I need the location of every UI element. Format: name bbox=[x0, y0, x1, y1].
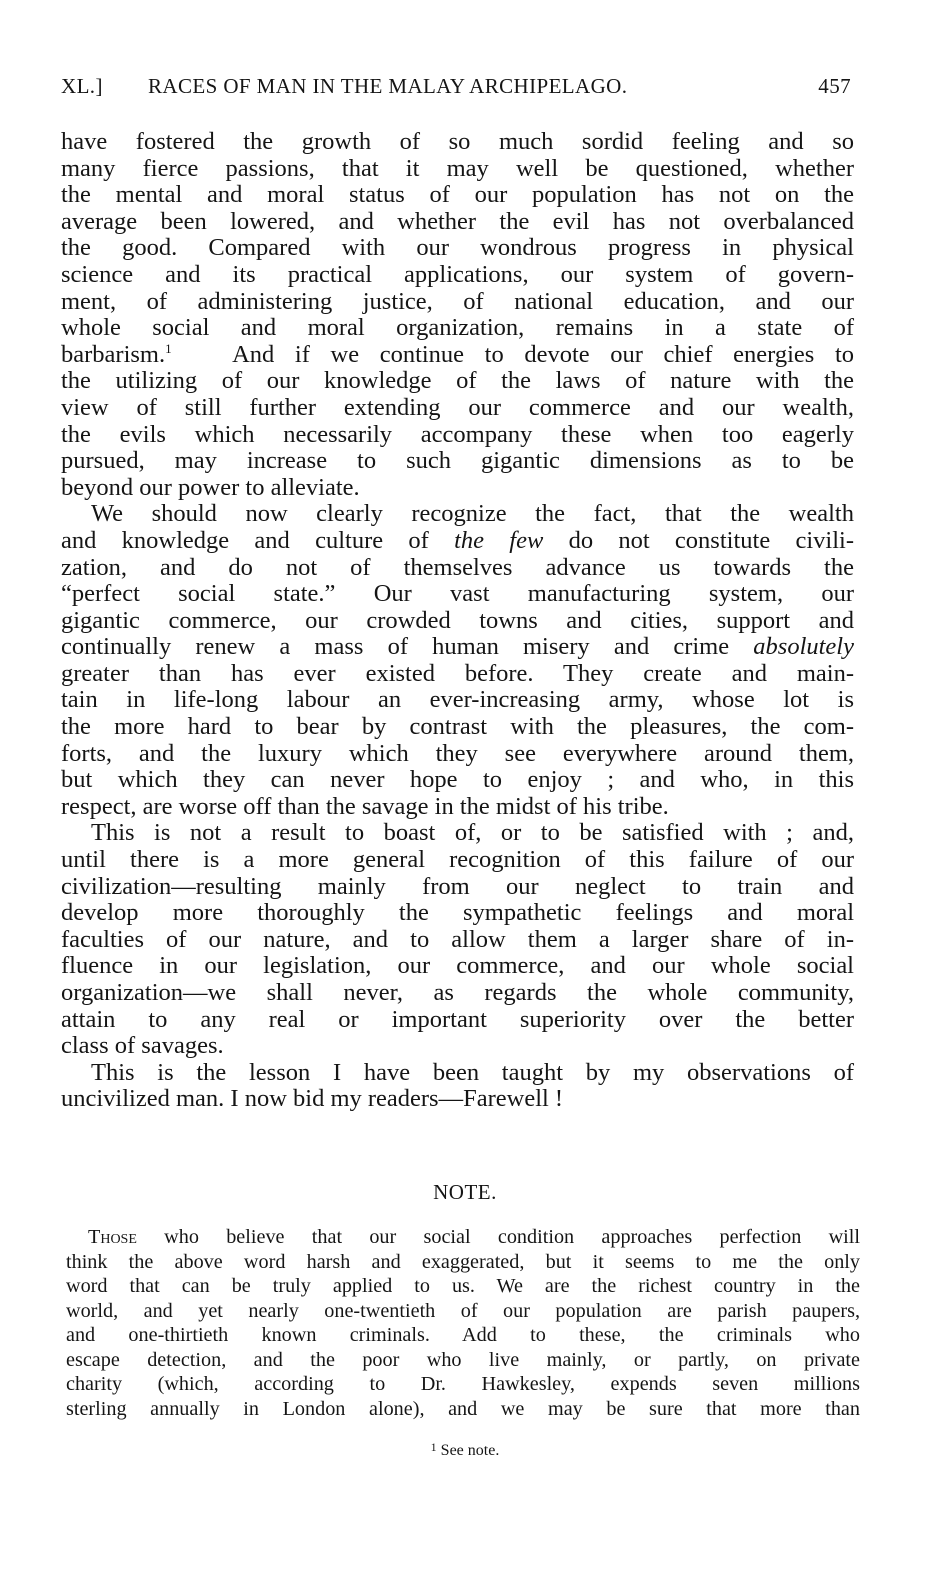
text-line: have fostered the growth of so much sordid feeling and so bbox=[61, 128, 854, 155]
chapter-number: XL.] bbox=[61, 74, 103, 98]
note-first-word: Those bbox=[88, 1226, 137, 1248]
text-line: beyond our power to alleviate. bbox=[61, 473, 360, 501]
text-line: class of savages. bbox=[61, 1032, 224, 1060]
footnote-text: See note. bbox=[436, 1442, 500, 1459]
text-line bbox=[66, 1225, 860, 1250]
text-line: the mental and moral status of our population has not on the bbox=[61, 181, 854, 209]
text-segment: And if we continue to devote our chief energies to bbox=[232, 340, 854, 368]
text-line: the more hard to bear by contrast with the pleasures, the com- bbox=[61, 713, 854, 741]
text-line: forts, and the luxury which they see everywhere around them, bbox=[61, 739, 854, 767]
text-line: faculties of our nature, and to allow them a larger share of in- bbox=[61, 925, 854, 953]
paragraph-1 bbox=[61, 129, 854, 501]
text-line bbox=[61, 342, 854, 369]
text-line: tain in life-long labour an ever-increasing army, whose lot is bbox=[61, 686, 854, 714]
text-line: pursued, may increase to such gigantic dimensions as to be bbox=[61, 447, 854, 475]
text-line: organization—we shall never, as regards the whole community, bbox=[61, 979, 854, 1006]
text-line: This is not a result to boast of, or to be satisfied with ; and, bbox=[91, 819, 854, 847]
text-line: until there is a more general recognition of this failure of our bbox=[61, 846, 854, 874]
text-line: We should now clearly recognize the fact, that the wealth bbox=[91, 500, 854, 528]
footnote bbox=[0, 1442, 930, 1460]
main-text bbox=[61, 129, 854, 1113]
text-line: the good. Compared with our wondrous progress in physical bbox=[61, 234, 854, 262]
text-line: many fierce passions, that it may well be questioned, whether bbox=[61, 154, 854, 182]
text-line: “perfect social state.” Our vast manufacturing system, our bbox=[61, 580, 854, 608]
text-segment: do not constitute civili- bbox=[543, 526, 854, 554]
note-heading: NOTE. bbox=[433, 1180, 497, 1204]
running-header bbox=[61, 74, 851, 104]
text-line: whole social and moral organization, remains in a state of bbox=[61, 314, 854, 342]
italic-phrase: the few bbox=[454, 526, 544, 554]
text-segment: who believe that our social condition approaches perfection will bbox=[136, 1226, 860, 1248]
text-line: zation, and do not of themselves advance us towards the bbox=[61, 553, 854, 581]
text-line: sterling annually in London alone), and we may be sure that more than bbox=[66, 1397, 860, 1420]
text-line: attain to any real or important superiority over the better bbox=[61, 1005, 854, 1033]
text-segment: and knowledge and culture of bbox=[61, 526, 455, 554]
text-line: think the above word harsh and exaggerated, but it seems to me the only bbox=[66, 1250, 860, 1273]
text-line: fluence in our legislation, our commerce, and our whole social bbox=[61, 952, 854, 980]
text-line: science and its practical applications, our system of govern- bbox=[61, 260, 854, 288]
text-line: but which they can never hope to enjoy ; and who, in this bbox=[61, 766, 854, 794]
text-line: gigantic commerce, our crowded towns and cities, support and bbox=[61, 606, 854, 634]
text-segment: barbarism. bbox=[61, 340, 166, 368]
footnote-reference: 1 bbox=[165, 340, 172, 356]
text-line: respect, are worse off than the savage in the midst of his tribe. bbox=[61, 792, 669, 820]
italic-phrase: absolutely bbox=[753, 633, 854, 661]
text-line: ment, of administering justice, of national education, and our bbox=[61, 287, 854, 315]
note-text bbox=[66, 1225, 860, 1421]
text-line: develop more thoroughly the sympathetic feelings and moral bbox=[61, 899, 854, 927]
page-number: 457 bbox=[818, 74, 851, 98]
text-line: word that can be truly applied to us. We are the richest country in the bbox=[66, 1275, 860, 1297]
text-line: the evils which necessarily accompany these when too eagerly bbox=[61, 420, 854, 448]
text-line bbox=[61, 634, 854, 661]
text-line: greater than has ever existed before. They create and main- bbox=[61, 659, 854, 687]
footnote-marker: 1 bbox=[430, 1440, 437, 1454]
paragraph-2 bbox=[61, 501, 854, 820]
running-title: RACES OF MAN IN THE MALAY ARCHIPELAGO. bbox=[148, 74, 628, 98]
text-line: uncivilized man. I now bid my readers—Farewell ! bbox=[61, 1085, 564, 1113]
text-line: view of still further extending our commerce and our wealth, bbox=[61, 393, 854, 421]
text-line: average been lowered, and whether the evil has not overbalanced bbox=[61, 207, 854, 235]
paragraph-4 bbox=[61, 1060, 854, 1113]
text-line: the utilizing of our knowledge of the laws of nature with the bbox=[61, 367, 854, 395]
text-line: civilization—resulting mainly from our neglect to train and bbox=[61, 872, 854, 900]
text-line: This is the lesson I have been taught by my observations of bbox=[91, 1058, 854, 1086]
text-line: escape detection, and the poor who live mainly, or partly, on private bbox=[66, 1348, 860, 1371]
text-line: world, and yet nearly one-twentieth of our population are parish paupers, bbox=[66, 1299, 860, 1322]
text-segment: continually renew a mass of human misery and crime bbox=[61, 633, 754, 661]
text-line: and one-thirtieth known criminals. Add to these, the criminals who bbox=[66, 1324, 860, 1346]
text-line: charity (which, according to Dr. Hawkesley, expends seven millions bbox=[66, 1373, 860, 1395]
paragraph-3 bbox=[61, 820, 854, 1059]
text-line bbox=[61, 528, 854, 555]
